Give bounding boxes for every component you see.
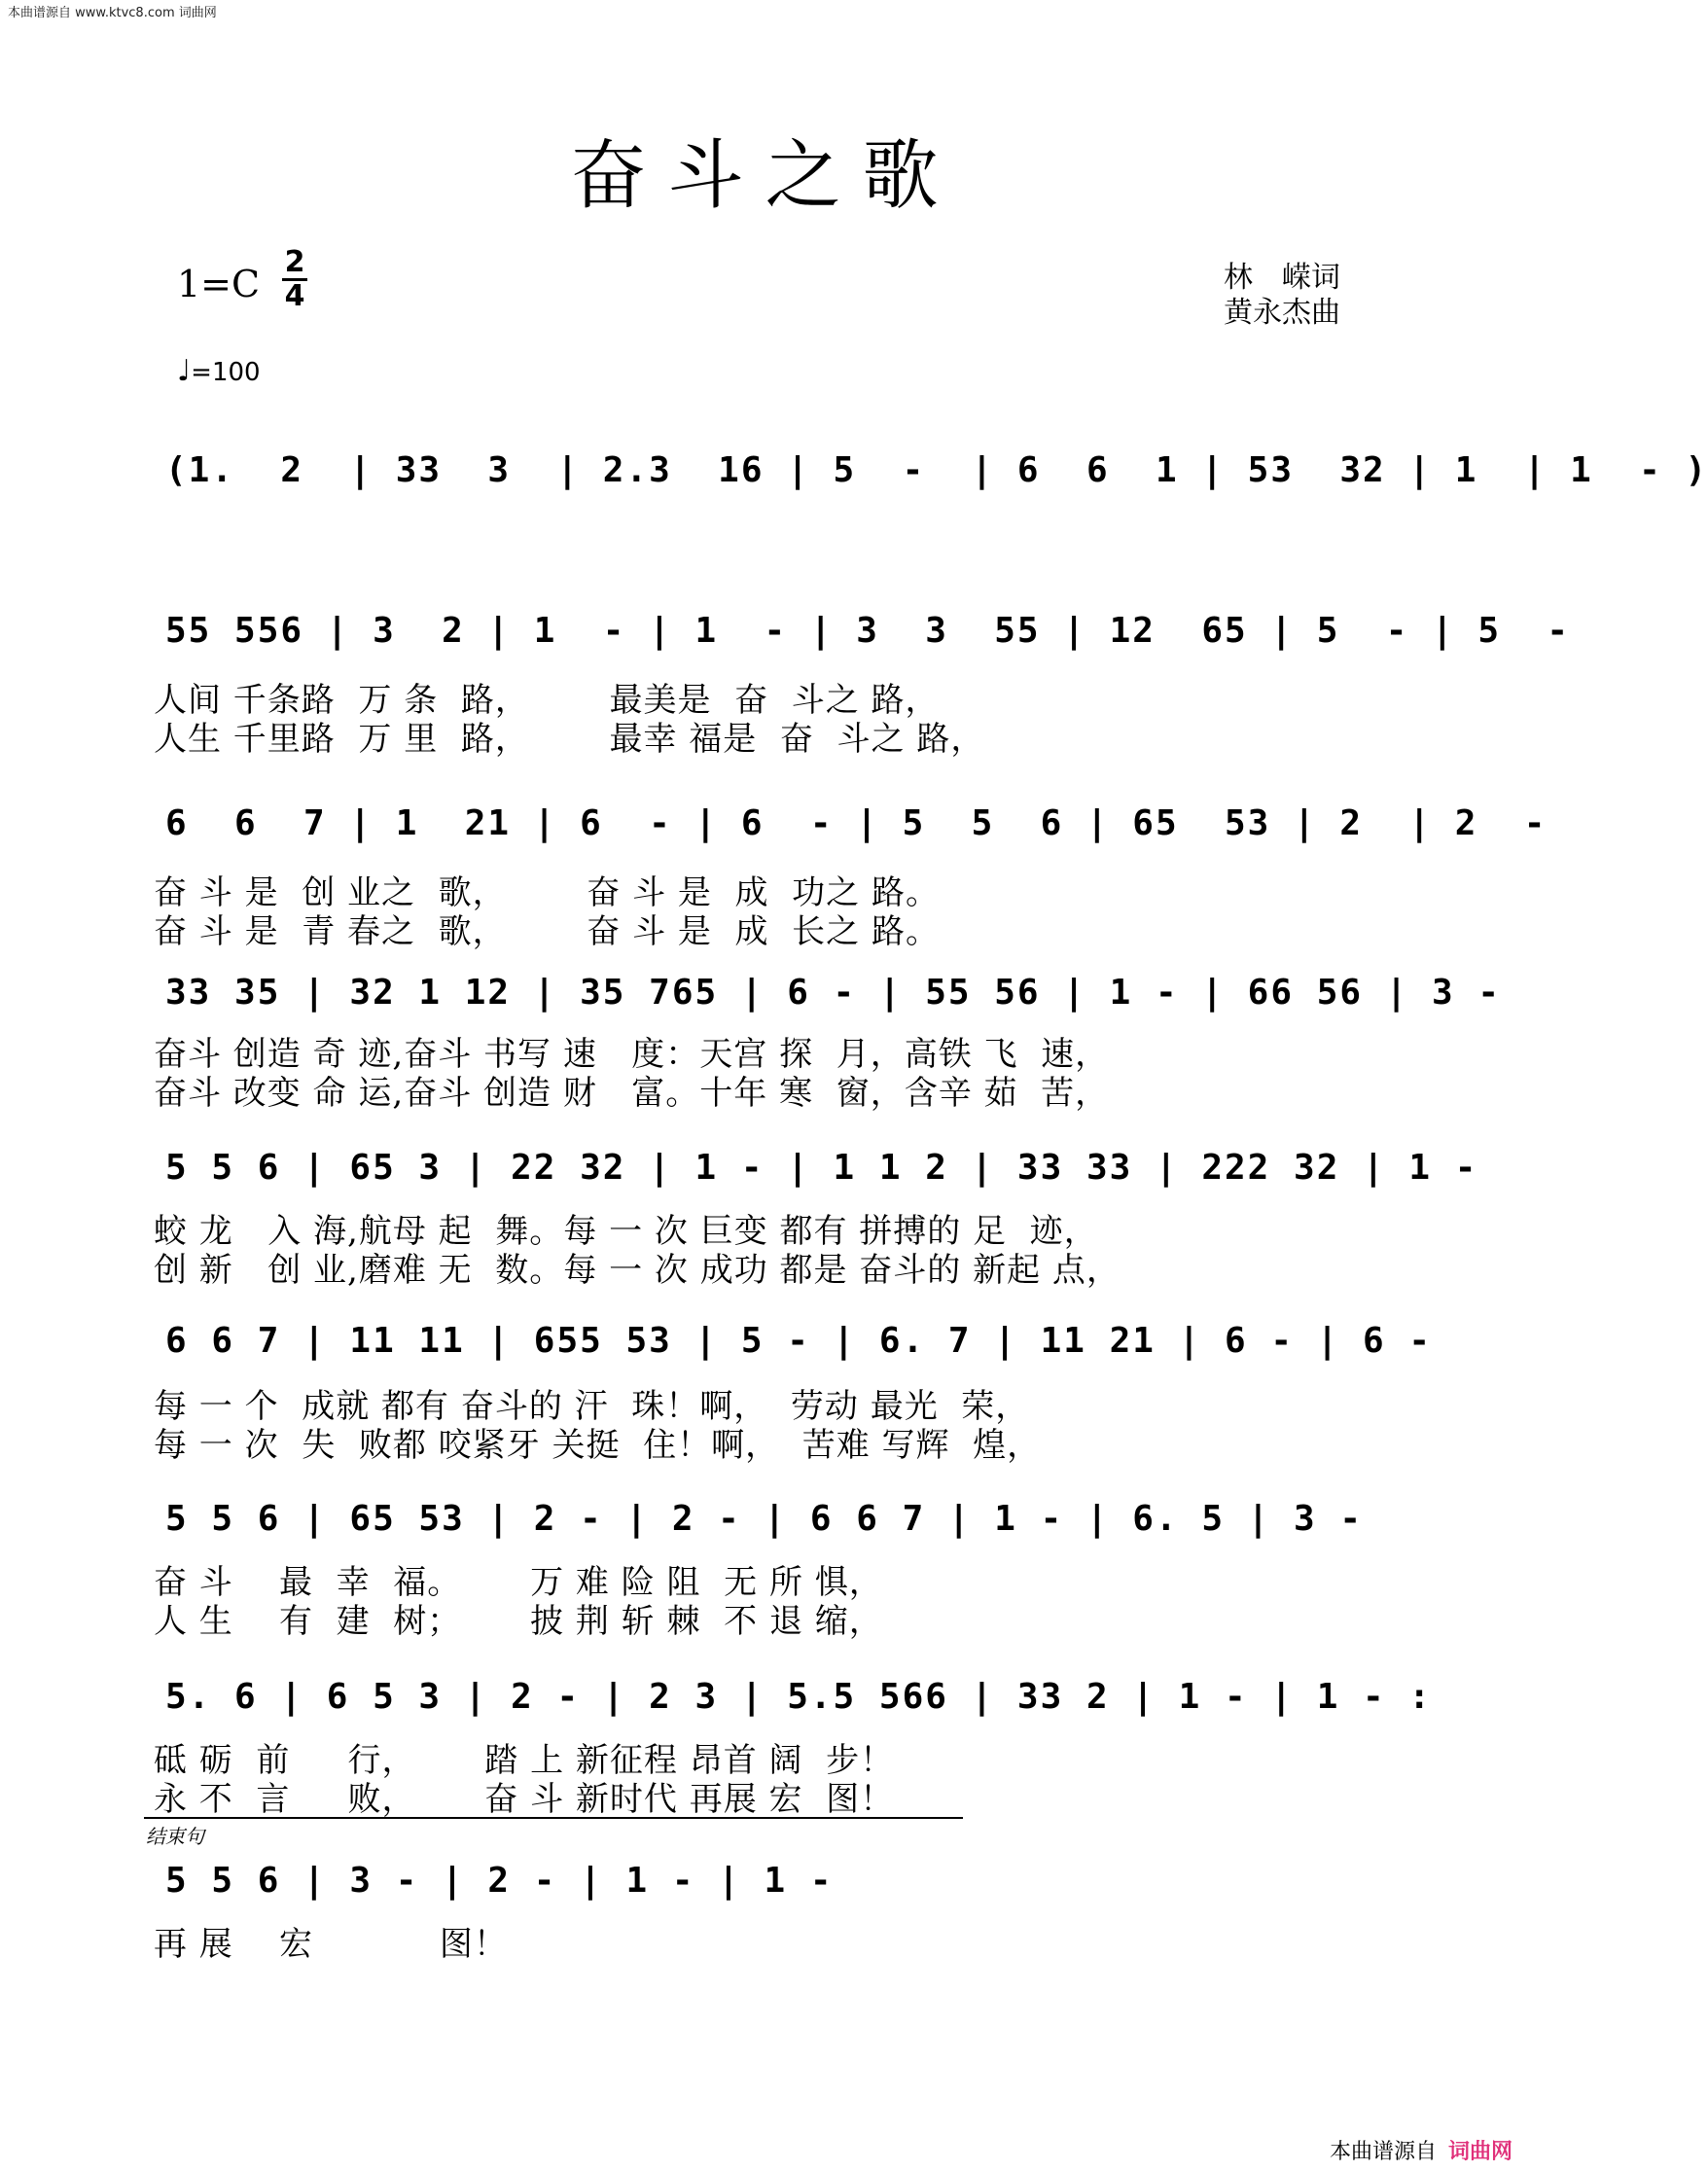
tempo-marking [177,354,261,388]
lyric-verse-2: 创 新 创 业,磨难 无 数。每 一 次 成功 都是 奋斗的 新起 点， [154,1251,1121,1290]
lyric-verse-1: 砥 砺 前 行， 踏 上 新征程 昂首 阔 步！ [154,1741,895,1780]
footer-watermark [1330,2135,1512,2165]
lyric-verse-1: 奋斗 创造 奇 迹,奋斗 书写 速 度：天宫 探 月，高铁 飞 速， [154,1035,1110,1074]
lyric-verse-1: 每 一 个 成就 都有 奋斗的 汗 珠！啊， 劳动 最光 荣， [154,1387,1030,1426]
notation-line: 5 5 6 | 65 3 | 22 32 | 1 - | 1 1 2 | 33 33 | 222 32 | 1 - [165,1148,1478,1188]
lyric-verse-2: 人 生 有 建 树； 披 荆 斩 棘 不 退 缩， [154,1602,883,1641]
notation-line: (1. 2 | 33 3 | 2.3 16 | 5 - | 6 6 1 | 53 32 | 1 | 1 - ) [165,450,1708,490]
lyric-verse-1: 蛟 龙 入 海,航母 起 舞。每 一 次 巨变 都有 拼搏的 足 迹， [154,1212,1098,1251]
notation-line: 6 6 7 | 1 21 | 6 - | 6 - | 5 5 6 | 65 53 | 2 | 2 - [165,803,1548,843]
time-signature-top: 2 [284,245,305,279]
song-title: 奋斗之歌 [570,132,960,220]
lyricist-credit: 林 嵘词 [1224,261,1340,295]
ending-label: 结束句 [146,1825,204,1848]
lyric-verse-1: 奋 斗 是 创 业之 歌， 奋 斗 是 成 功之 路。 [154,873,940,912]
time-signature [280,245,309,313]
lyric-verse-2: 人生 千里路 万 里 路， 最幸 福是 奋 斗之 路， [154,720,985,759]
notation-line: 5 5 6 | 3 - | 2 - | 1 - | 1 - [165,1861,834,1901]
source-note: 本曲谱源自 www.ktvc8.com 词曲网 [8,6,217,20]
tempo-value: =100 [191,358,261,387]
credits [1224,261,1340,331]
notation-line: 55 556 | 3 2 | 1 - | 1 - | 3 3 55 | 12 65 | 5 - | 5 - [165,611,1571,651]
time-signature-bottom: 4 [284,279,305,313]
key-signature: 1=C [177,263,261,305]
footer-brand: 词曲网 [1447,2140,1512,2164]
lyric-verse-2: 奋 斗 是 青 春之 歌， 奋 斗 是 成 长之 路。 [154,912,940,951]
lyric-verse-1: 人间 千条路 万 条 路， 最美是 奋 斗之 路， [154,681,940,720]
lyric-verse-2: 奋斗 改变 命 运,奋斗 创造 财 富。十年 寒 窗，含辛 茹 苦， [154,1074,1110,1113]
notation-line: 33 35 | 32 1 12 | 35 765 | 6 - | 55 56 | 1 - | 66 56 | 3 - [165,973,1502,1013]
ending-bracket [144,1817,963,1819]
notation-line: 5. 6 | 6 5 3 | 2 - | 2 3 | 5.5 566 | 33 2 | 1 - | 1 - : [165,1677,1433,1717]
footer-text: 本曲谱源自 [1329,2140,1437,2164]
quarter-note-icon: ♩ [177,354,192,388]
lyric-verse-2: 每 一 次 失 败都 咬紧牙 关挺 住！啊， 苦难 写辉 煌， [154,1426,1042,1465]
lyric-verse-1: 奋 斗 最 幸 福。 万 难 险 阻 无 所 惧， [154,1563,883,1602]
composer-credit: 黄永杰曲 [1224,296,1340,330]
lyric-ending: 再 展 宏 图！ [154,1925,508,1964]
notation-line: 6 6 7 | 11 11 | 655 53 | 5 - | 6. 7 | 11 21 | 6 - | 6 - [165,1321,1433,1361]
lyric-verse-2: 永 不 言 败， 奋 斗 新时代 再展 宏 图！ [154,1780,895,1819]
notation-line: 5 5 6 | 65 53 | 2 - | 2 - | 6 6 7 | 1 - | 6. 5 | 3 - [165,1499,1364,1539]
